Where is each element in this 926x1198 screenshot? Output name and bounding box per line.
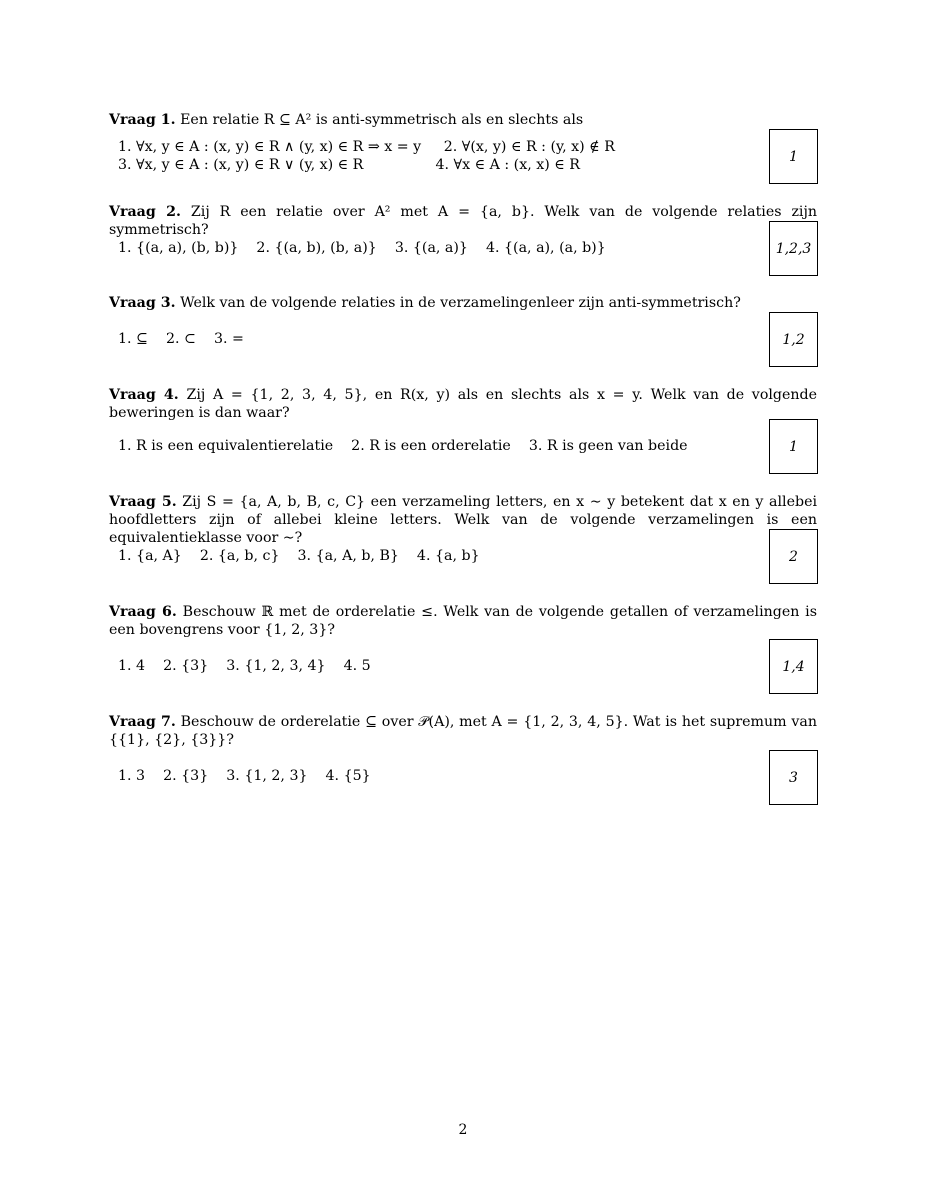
question-7 — [109, 713, 817, 749]
question-4-options: 1. R is een equivalentierelatie 2. R is een orderelatie 3. R is geen van beide — [118, 438, 688, 454]
question-6-text: Beschouw ℝ met de orderelatie ≤. Welk van de volgende getallen of verzamelingen is een bovengrens voor {1, 2, 3}? — [109, 604, 817, 638]
answer-box-3: 1,2 — [769, 312, 818, 367]
question-7-label: Vraag 7. — [109, 714, 176, 730]
question-1-options-line-1: 1. ∀x, y ∈ A : (x, y) ∈ R ∧ (y, x) ∈ R ⇒ x = y 2. ∀(x, y) ∈ R : (y, x) ∉ R — [118, 139, 615, 155]
question-1-label: Vraag 1. — [109, 112, 176, 128]
question-2-label: Vraag 2. — [109, 204, 181, 220]
question-6 — [109, 603, 817, 639]
question-3-text: Welk van de volgende relaties in de verzamelingenleer zijn anti-symmetrisch? — [180, 295, 741, 311]
question-7-options: 1. 3 2. {3} 3. {1, 2, 3} 4. {5} — [118, 768, 371, 784]
question-4-text: Zij A = {1, 2, 3, 4, 5}, en R(x, y) als en slechts als x = y. Welk van de volgende beweringen is dan waar? — [109, 387, 817, 421]
question-1-text: Een relatie R ⊆ A² is anti-symmetrisch als en slechts als — [180, 112, 584, 128]
question-5-options: 1. {a, A} 2. {a, b, c} 3. {a, A, b, B} 4. {a, b} — [118, 548, 480, 564]
answer-box-4: 1 — [769, 419, 818, 474]
answer-box-6: 1,4 — [769, 639, 818, 694]
page-number: 2 — [458, 1122, 468, 1138]
question-5 — [109, 493, 817, 547]
question-7-text: Beschouw de orderelatie ⊆ over 𝒫(A), met A = {1, 2, 3, 4, 5}. Wat is het supremum van {{1}, {2}, {3}}? — [109, 714, 817, 748]
question-3-options: 1. ⊆ 2. ⊂ 3. = — [118, 331, 244, 347]
question-4-label: Vraag 4. — [109, 387, 179, 403]
question-6-options: 1. 4 2. {3} 3. {1, 2, 3, 4} 4. 5 — [118, 658, 371, 674]
question-2 — [109, 203, 817, 239]
answer-box-7: 3 — [769, 750, 818, 805]
answer-box-1: 1 — [769, 129, 818, 184]
question-1 — [109, 111, 817, 129]
question-5-label: Vraag 5. — [109, 494, 177, 510]
question-6-label: Vraag 6. — [109, 604, 177, 620]
question-4 — [109, 386, 817, 422]
question-5-text: Zij S = {a, A, b, B, c, C} een verzameling letters, en x ∼ y betekent dat x en y allebei hoofdletters zijn of allebei kleine letters. Welk van de volgende verzamelingen is een equivalentieklasse voor ∼? — [109, 494, 817, 546]
question-2-text: Zij R een relatie over A² met A = {a, b}. Welk van de volgende relaties zijn symmetrisch? — [109, 204, 817, 238]
answer-box-2: 1,2,3 — [769, 221, 818, 276]
question-1-options-line-2: 3. ∀x, y ∈ A : (x, y) ∈ R ∨ (y, x) ∈ R 4. ∀x ∈ A : (x, x) ∈ R — [118, 157, 580, 173]
question-3 — [109, 294, 817, 312]
question-3-label: Vraag 3. — [109, 295, 176, 311]
answer-box-5: 2 — [769, 529, 818, 584]
question-2-options: 1. {(a, a), (b, b)} 2. {(a, b), (b, a)} 3. {(a, a)} 4. {(a, a), (a, b)} — [118, 240, 606, 256]
